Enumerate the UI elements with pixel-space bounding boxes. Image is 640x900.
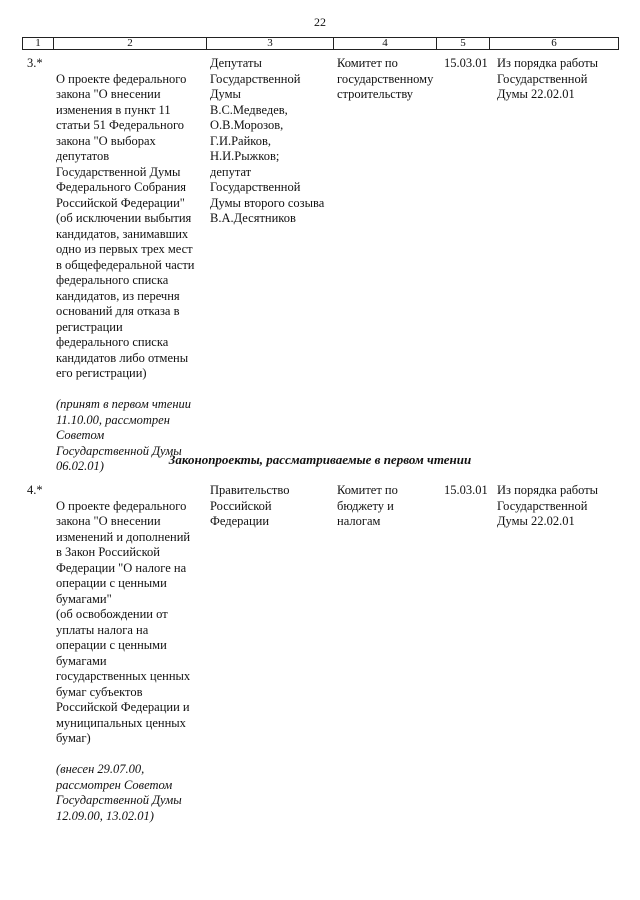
bill-status-note: (внесен 29.07.00, рассмотрен Советом Государственной Думы 12.09.00, 13.02.01): [56, 762, 182, 823]
header-col-2: 2: [54, 38, 207, 49]
responsible-committee: Комитет по бюджету и налогам: [337, 483, 398, 528]
responsible-committee: Комитет по государственному строительству: [337, 56, 434, 101]
work-order-reference: Из порядка работы Государственной Думы 22.02.01: [497, 56, 599, 101]
work-order-reference: Из порядка работы Государственной Думы 22.02.01: [497, 483, 599, 528]
section-title: Законопроекты, рассматриваемые в первом чтении: [168, 452, 472, 467]
bill-title: О проекте федерального закона "О внесении изменения в пункт 11 статьи 51 Федерального закона "О выборах депутатов Государственной Думы Федерального Собрания Российской Федерации" (об исключении выбытия кандидатов, занимавших одно из первых трех мест в общефедеральной части федерального списка кандидатов, из перечня оснований для отказа в регистрации федерального списка кандидатов либо отмены его регистрации): [56, 71, 195, 380]
page-number: 22: [314, 15, 326, 29]
header-col-3: 3: [207, 38, 334, 49]
bill-status-note: (принят в первом чтении 11.10.00, рассмотрен Советом Государственной Думы 06.02.01): [56, 397, 192, 473]
header-col-5: 5: [437, 38, 490, 49]
bill-authors: Депутаты Государственной Думы В.С.Медведев, О.В.Морозов, Г.И.Райков, Н.И.Рыжков; депутат Государственной Думы второго созыва В.А.Десятников: [210, 56, 325, 225]
bill-description: [56, 56, 206, 490]
header-col-1: 1: [23, 38, 54, 49]
review-date: 15.03.01: [444, 483, 488, 497]
header-col-4: 4: [334, 38, 437, 49]
row-number: 3.*: [27, 56, 43, 70]
bill-authors: Правительство Российской Федерации: [210, 483, 290, 528]
row-number: 4.*: [27, 483, 43, 497]
table-header: [22, 37, 619, 50]
bill-description: [56, 483, 206, 840]
header-col-6: 6: [551, 37, 557, 49]
review-date: 15.03.01: [444, 56, 488, 70]
bill-title: О проекте федерального закона "О внесении изменений и дополнений в Закон Российской Федерации "О налоге на операции с ценными бумагами" (об освобождении от уплаты налога на операции с ценными бумагами государственных ценных бумаг субъектов Российской Федерации и муниципальных ценных бумаг): [56, 498, 191, 745]
